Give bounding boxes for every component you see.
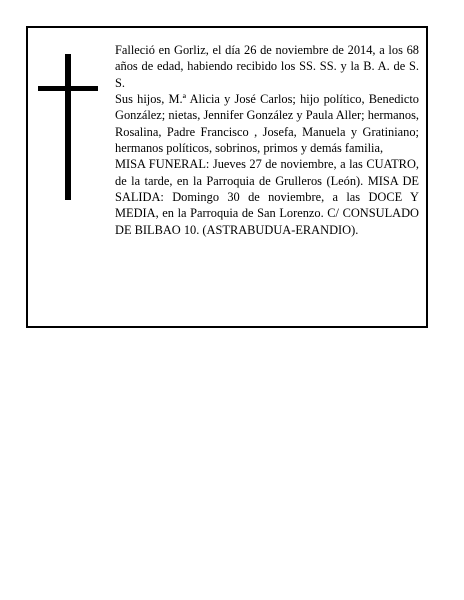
family-list: Sus hijos, M.ª Alicia y José Carlos; hijo político, Benedicto González; nietas, Jennifer González y Paula Aller; hermanos, Rosalina, Padre Francisco , Josefa, Manuela y Gratiniano; hermanos políticos, sobrinos, primos y demás familia, [115, 92, 419, 156]
cross-horizontal-bar [38, 86, 98, 91]
obituary-notice [26, 26, 428, 328]
cross-icon [38, 54, 98, 200]
obituary-text [115, 42, 419, 238]
funeral-details: MISA FUNERAL: Jueves 27 de noviembre, a las CUATRO, de la tarde, en la Parroquia de Grulleros (León). MISA DE SALIDA: Domingo 30 de noviembre, a las DOCE Y MEDIA, en la Parroquia de San Lorenzo. C/ CONSULADO DE BILBAO 10. (ASTRABUDUA-ERANDIO). [115, 157, 419, 237]
cross-vertical-bar [65, 54, 71, 200]
death-announcement: Falleció en Gorliz, el día 26 de noviembre de 2014, a los 68 años de edad, habiendo recibido los SS. SS. y la B. A. de S. S. [115, 43, 419, 90]
